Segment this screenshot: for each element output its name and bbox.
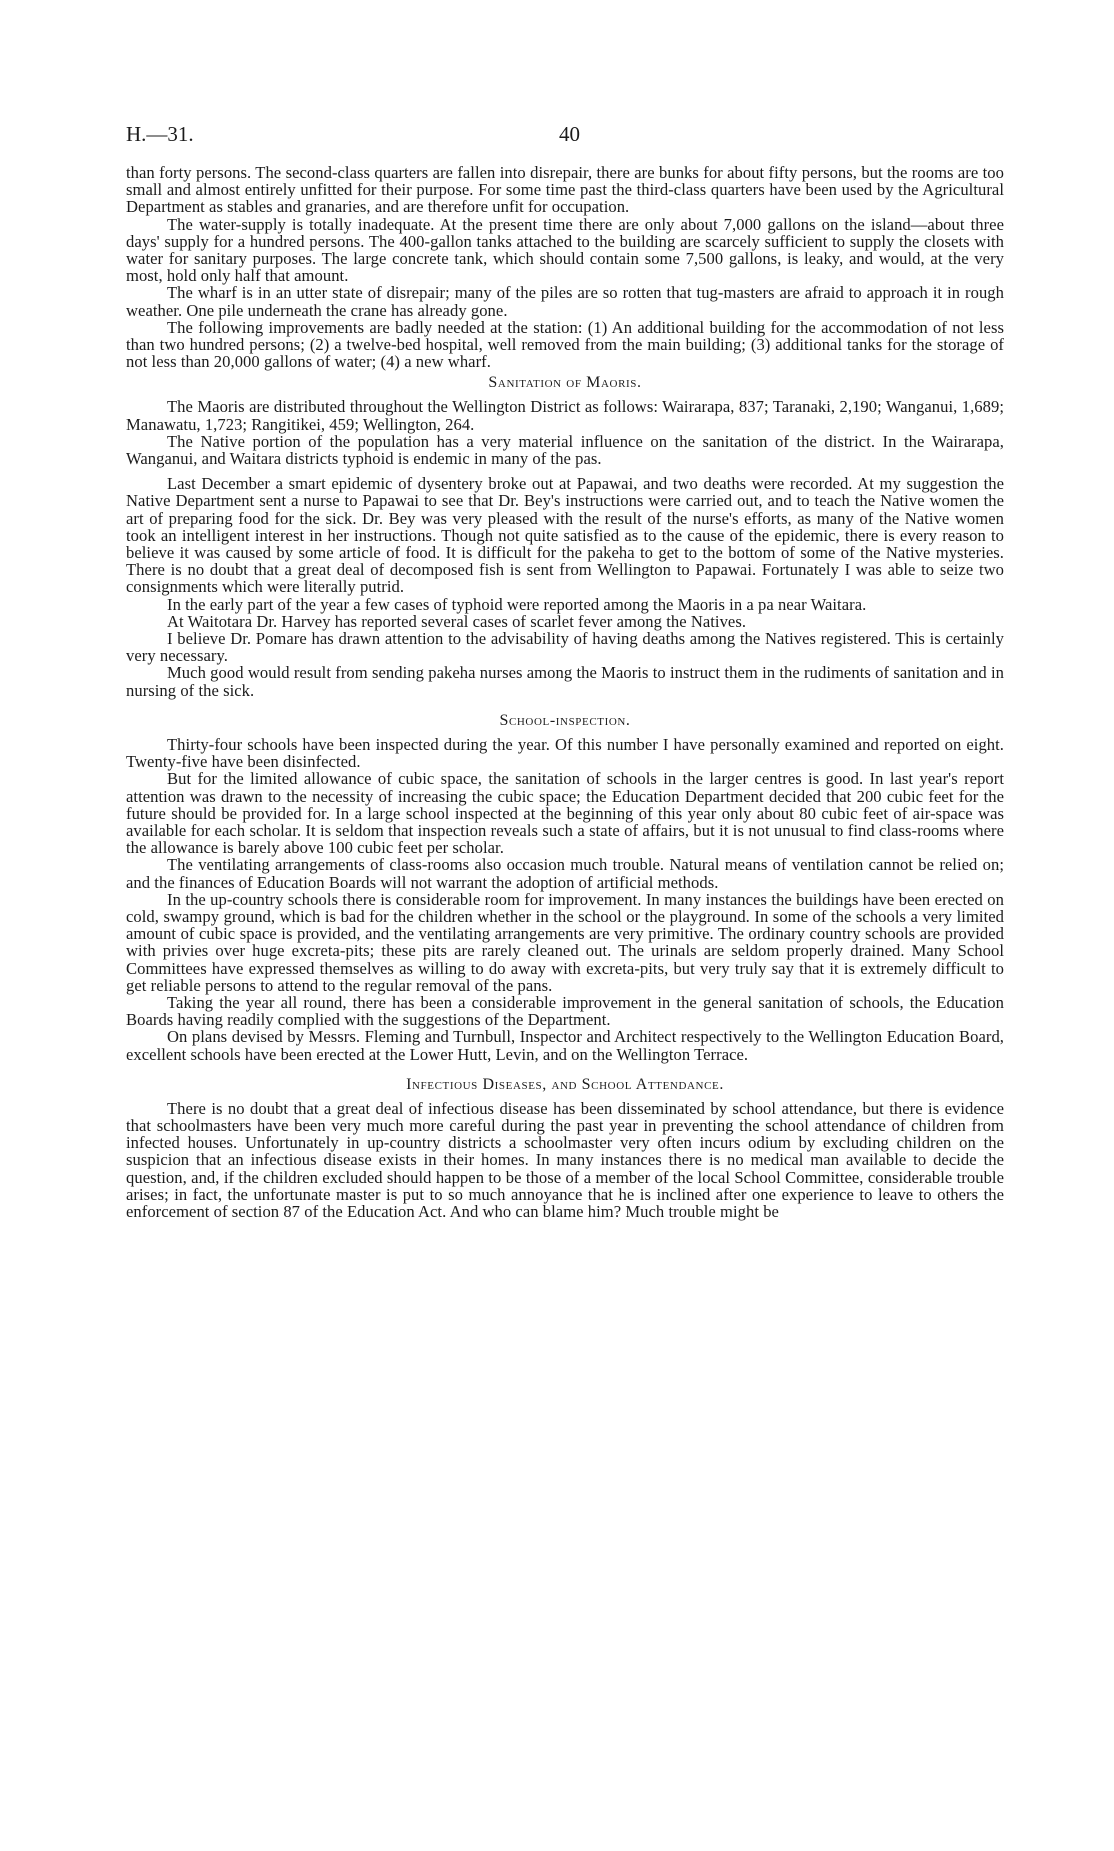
paragraph: On plans devised by Messrs. Fleming and Turnbull, Inspector and Architect respectively to the Wellington Education Board, excellent schools have been erected at the Lower Hutt, Levin, and on the Wellington Terrace. [126, 1027, 1004, 1064]
paragraph: In the up-country schools there is considerable room for improvement. In many instances the buildings have been erected on cold, swampy ground, which is bad for the children whether in the school or the playground. In some of the schools a very limited amount of cubic space is provided, and the ventilating arrangements are very primitive. The ordinary country schools are provided with privies over huge excreta-pits; these pits are rarely cleaned out. The urinals are seldom properly drained. Many School Committees have expressed themselves as willing to do away with excreta-pits, but very truly say that it is extremely difficult to get reliable persons to attend to the regular removal of the pans. [126, 889, 1004, 995]
section-heading-sanitation: Sanitation of Maoris. [488, 374, 642, 392]
paragraph: The Native portion of the population has a very material influence on the sanitation of the district. In the Wairarapa, Wanganui, and Waitara districts typhoid is endemic in many of the pas. [126, 431, 1004, 469]
paragraph: But for the limited allowance of cubic space, the sanitation of schools in the larger centres is good. In last year's report attention was drawn to the necessity of increasing the cubic space; the Education Department decided that 200 cubic feet for the future should be provided for. In a large school inspected at the beginning of this year only about 80 cubic feet of air-space was available for each scholar. It is seldom that inspection reveals such a state of affairs, but it is not unusual to find class-rooms where the allowance is barely above 100 cubic feet per scholar. [126, 769, 1004, 858]
section-heading-infectious-diseases: Infectious Diseases, and School Attendance. [406, 1075, 724, 1093]
page-header [126, 122, 1004, 156]
paragraph: than forty persons. The second-class quarters are fallen into disrepair, there are bunks for about fifty persons, but the rooms are too small and almost entirely unfitted for their purpose. For some time past the third-class quarters have been used by the Agricultural Department as stables and granaries, and are therefore unfit for occupation. [126, 163, 1004, 217]
document-body [126, 164, 1004, 1220]
paragraph: Last December a smart epidemic of dysentery broke out at Papawai, and two deaths were recorded. At my suggestion the Native Department sent a nurse to Papawai to see that Dr. Bey's instructions were carried out, and to teach the Native women the art of preparing food for the sick. Dr. Bey was very pleased with the result of the nurse's efforts, as many of the Native women took an intelligent interest in her instructions. Though not quite satisfied as to the cause of the epidemic, there is every reason to believe it was caused by some article of food. It is difficult for the pakeha to get to the bottom of some of the Native mysteries. There is no doubt that a great deal of decomposed fish is sent from Wellington to Papawai. Fortunately I was able to seize two consignments which were literally putrid. [126, 474, 1004, 597]
page-number: 40 [559, 122, 580, 146]
paragraph: Thirty-four schools have been inspected during the year. Of this number I have personally examined and reported on eight. Twenty-five have been disinfected. [126, 734, 1004, 772]
paragraph: I believe Dr. Pomare has drawn attention to the advisability of having deaths among the Natives registered. This is certainly very necessary. [126, 629, 1004, 666]
paragraph: The following improvements are badly needed at the station: (1) An additional building for the accommodation of not less than two hundred persons; (2) a twelve-bed hospital, well removed from the main building; (3) additional tanks for the storage of not less than 20,000 gallons of water; (4) a new wharf. [126, 317, 1004, 372]
paragraph: There is no doubt that a great deal of infectious disease has been disseminated by school attendance, but there is evidence that schoolmasters have been very much more careful during the past year in preventing the school attendance of children from infected houses. Unfortunately in up-country districts a schoolmaster very often incurs odium by excluding children on the suspicion that an infectious disease exists in their homes. In many instances there is no medical man available to decide the question, and, if the children excluded should happen to be those of a member of the local School Committee, considerable trouble arises; in fact, the unfortunate master is put to so much annoyance that he is inclined after one experience to leave to others the enforcement of section 87 of the Education Act. And who can blame him? Much trouble might be [126, 1098, 1004, 1221]
paragraph: The wharf is in an utter state of disrepair; many of the piles are so rotten that tug-masters are afraid to approach it in rough weather. One pile underneath the crane has already gone. [126, 283, 1004, 320]
paragraph: The Maoris are distributed throughout the Wellington District as follows: Wairarapa, 837; Taranaki, 2,190; Wanganui, 1,689; Manawatu, 1,723; Rangitikei, 459; Wellington, 264. [126, 397, 1004, 434]
document-page [126, 122, 1004, 1220]
paragraph: In the early part of the year a few cases of typhoid were reported among the Maoris in a pa near Waitara. [167, 594, 867, 614]
section-heading-school-inspection: School-inspection. [499, 711, 631, 729]
document-code: H.—31. [126, 122, 194, 146]
paragraph: The water-supply is totally inadequate. At the present time there are only about 7,000 gallons on the island—about three days' supply for a hundred persons. The 400-gallon tanks attached to the building are scarcely sufficient to supply the closets with water for sanitary purposes. The large concrete tank, which should contain some 7,500 gallons, is leaky, and would, at the very most, hold only half that amount. [126, 214, 1004, 286]
paragraph: Taking the year all round, there has been a considerable improvement in the general sanitation of schools, the Education Boards having readily complied with the suggestions of the Department. [126, 992, 1004, 1030]
paragraph: The ventilating arrangements of class-rooms also occasion much trouble. Natural means of ventilation cannot be relied on; and the finances of Education Boards will not warrant the adoption of artificial methods. [126, 855, 1004, 892]
paragraph: At Waitotara Dr. Harvey has reported several cases of scarlet fever among the Natives. [167, 611, 747, 631]
paragraph: Much good would result from sending pakeha nurses among the Maoris to instruct them in the rudiments of sanitation and in nursing of the sick. [126, 663, 1004, 700]
